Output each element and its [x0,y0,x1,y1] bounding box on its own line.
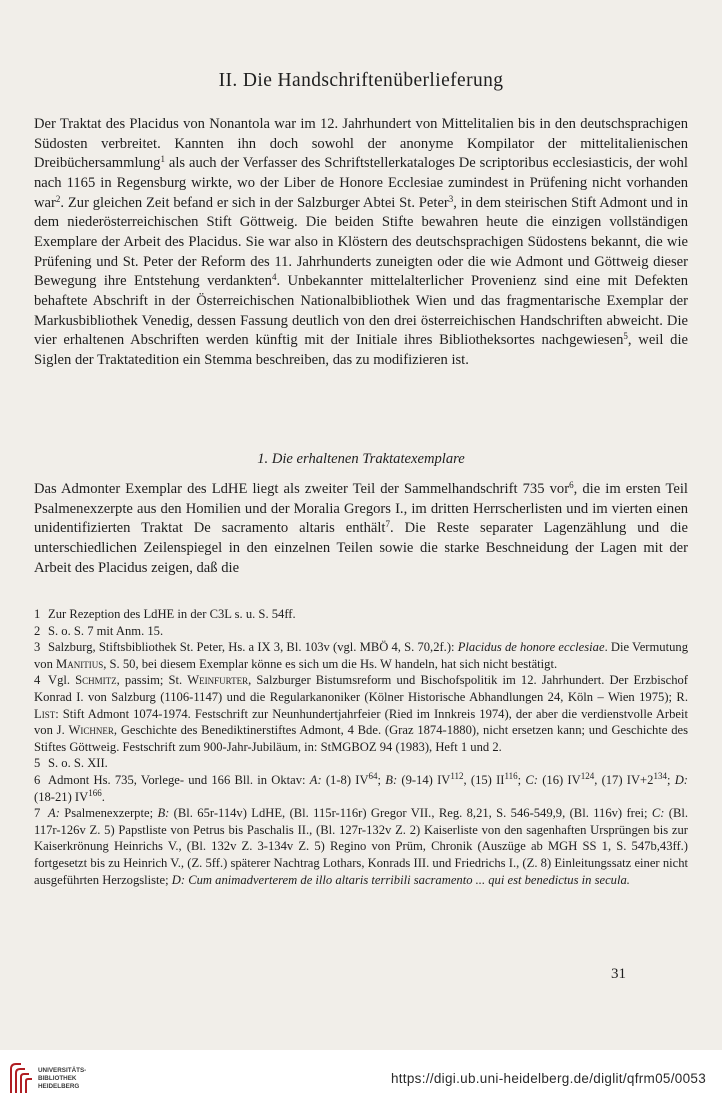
italic-text: C: [651,806,665,821]
text-run: , (17) IV+2 [594,772,654,787]
footnote-reference[interactable]: 7 [385,519,390,530]
italic-text: D: Cum animadverterem de illo altaris terribili sacramento ... qui est benedictus in secula. [171,872,630,887]
text-run: (Bl. 65r-114v) LdHE, (Bl. 115r-116r) Gregor VII., Reg. 8,21, S. 546-549,9, (Bl. 116v) frei; [169,806,652,821]
text-run: ; [377,772,386,787]
text-run: . [101,789,105,804]
library-logo[interactable] [8,1058,98,1098]
text-run: , in dem steirischen Stift Admont und in dem niederösterreichischen Stift Göttweig. Die beiden Stifte bewahren heute die einzigen vollständigen Exemplare der Arbeit des Placidus. Sie war also in Klöstern des deutschsprachigen Südostens bekannt, die wie Prüfening und St. Peter der Reform des 11. Jahrhunderts zuneigten oder die wie Admont und Göttweig dieser Bewegung ihre Entstehung verdankten [34,194,688,290]
footnote-reference[interactable]: 5 [623,331,628,342]
italic-text: A: [309,772,322,787]
page-number: 31 [611,966,626,982]
footnote-reference[interactable]: 1 [160,154,165,165]
text-run: , weil die Siglen der Traktatedition ein Stemma beschreiben, das zu modifizieren ist. [34,332,688,368]
footnote-reference[interactable]: 4 [271,272,277,283]
footnote-number: 5 [34,756,41,771]
italic-text: A: [48,806,60,821]
author-name: Manitius [56,656,104,671]
text-run: , Salzburger Bistumsreform und Bischofspolitik im 12. Jahrhundert. Der Erzbischof Konrad I. von Salzburg (1106-1147) und die Regularkanoniker (Kölner Historische Abhandlungen 24, Köln – Wien 1975); R. [34,673,688,704]
footnote-4 [34,672,688,755]
text-run: . Zur gleichen Zeit befand er sich in der Salzburger Abtei St. Peter [60,194,449,211]
text-run: ; [666,772,675,787]
italic-text: B: [157,806,170,821]
text-run: S. o. S. 7 mit Anm. 15. [48,623,164,638]
source-url[interactable]: https://digi.ub.uni-heidelberg.de/diglit/qfrm05/0053 [390,1071,706,1086]
text-run: als auch der Verfasser des Schriftstellerkataloges De scriptoribus ecclesiasticis, der wohl nach 1165 in Regensburg wirkte, wo der Liber de Honore Ecclesiae zumindest in Prüfening nicht vorhanden war [34,155,688,211]
text-run: , Geschichte des Benediktinerstiftes Admont, 4 Bde. (Graz 1874-1880), nicht ersetzen kann; und Geschichte des Stiftes Göttweig. Festschrift zum 900-Jahr-Jubiläum, in: StMGBOZ 94 (1983), Heft 1 und 2. [34,723,688,754]
footnote-1 [34,606,688,623]
text-run: , passim; St. [116,673,188,688]
author-name: List [34,706,56,721]
text-run: (18-21) IV [34,789,89,804]
text-run: ; [517,772,526,787]
text-run: , (15) II [463,772,505,787]
body-paragraph-2 [34,480,688,578]
text-run: (16) IV [537,772,581,787]
footnotes-list [34,606,688,888]
text-run: Zur Rezeption des LdHE in der C3L s. u. S. 54ff. [48,607,296,621]
author-name: Wichner [68,723,114,738]
footnote-5 [34,755,688,772]
footnote-reference[interactable]: 112 [450,770,464,781]
author-name: Schmitz [75,673,117,688]
body-paragraph-1 [34,115,688,371]
text-run: . Die Vermutung von [34,640,688,671]
footnote-reference[interactable]: 124 [580,770,595,781]
italic-text: B: [385,772,398,787]
text-run: , S. 50, bei diesem Exemplar könne es sich um die Hs. W handeln, hat sich nicht bestätigt. [103,656,558,671]
footnote-number: 2 [34,623,41,638]
text-run: (Bl. 117r-126v Z. 5) Papstliste von Petrus bis Paschalis II., (Bl. 127r-132v Z. 2) Kaiserliste von den sagenhaften Ursprüngen bis zur Kaiserkrönung Heinrichs V., (Bl. 132v Z. 3-134v Z. 5) Regino von Prüm, Chronik (Auszüge ab MGH SS 1, S. 547b,43ff.) fortgesetzt bis zu Heinrich V., (Z. 5ff.) späterer Nachtrag Lothars, Konrads III. und Friedrichs I., (Z. 8) Einleitungssatz einer nicht ausgeführten Herzogsliste; [34,806,689,887]
footnote-3 [34,639,688,672]
footnote-6 [34,772,688,805]
footnote-reference[interactable]: 166 [88,787,102,798]
italic-text: D: [674,772,688,787]
text-run: . Die Reste separater Lagenzählung und die unterschiedlichen Zeilenspiegel in den einzelnen Teilen sowie die starke Beschneidung der Lagen mit der Arbeit des Placidus zeigen, daß die [34,520,688,576]
text-run: Vgl. [48,673,76,688]
text-run: Der Traktat des Placidus von Nonantola war im 12. Jahrhundert von Mittelitalien bis in den deutschsprachigen Südosten verbreitet. Kannten ihn doch sowohl der anonyme Kompilator der mittelitalienischen Dreibüchersammlung [34,116,688,172]
footnote-2 [34,623,688,640]
text-run: Salzburg, Stiftsbibliothek St. Peter, Hs. a IX 3, Bl. 103v (vgl. MBÖ 4, S. 70,2f.): [48,640,458,655]
footnote-number: 1 [34,607,41,621]
viewer-footer [0,1050,722,1106]
footnote-reference[interactable]: 2 [55,193,61,204]
logo-line-3: HEIDELBERG [38,1082,80,1090]
text-run: (9-14) IV [397,772,451,787]
footnote-reference[interactable]: 116 [504,770,518,781]
text-run: : Stift Admont 1074-1974. Festschrift zur Neunhundertjahrfeier (Ried im Innkreis 1974), der aber die verdienstvolle Arbeit von J. [34,706,688,738]
italic-text: C: [525,772,538,787]
text-run: S. o. S. XII. [48,756,108,771]
footnote-reference[interactable]: 134 [653,770,667,781]
section-subheading: 1. Die erhaltenen Traktatexemplare [257,451,465,467]
library-logo-icon [8,1060,34,1096]
footnote-reference[interactable]: 3 [448,193,454,204]
italic-text: Placidus de honore ecclesiae [457,640,605,655]
footnote-reference[interactable]: 64 [368,770,378,781]
text-run: Admont Hs. 735, Vorlege- und 166 Bll. in Oktav: [48,772,310,787]
author-name: Weinfurter [187,673,249,688]
text-run: . Unbekannter mittelalterlicher Provenienz sind eine mit Defekten behaftete Abschrift in der Österreichischen Nationalbibliothek Wien und das fragmentarische Exemplar der Markusbibliothek Venedig, dessen Fassung deutlich von den drei österreichischen Handschriften abweicht. Die vier erhaltenen Abschriften werden künftig mit der Initiale ihres Bibliotheksortes nachgewiesen [34,273,688,349]
footnote-7 [34,805,688,888]
footnote-reference[interactable]: 6 [569,480,574,490]
footnote-number: 6 [34,772,41,787]
chapter-title: II. Die Handschriftenüberlieferung [218,70,504,91]
text-run: Das Admonter Exemplar des LdHE liegt als zweiter Teil der Sammelhandschrift 735 vor [34,481,570,497]
footnote-number: 3 [34,640,41,655]
footnote-number: 4 [34,673,41,688]
footnote-number: 7 [34,806,41,821]
logo-line-2: BIBLIOTHEK [38,1074,77,1082]
text-run: , die im ersten Teil Psalmenexzerpte aus den Homilien und der Moralia Gregors I., im dritten Herrscherlisten und im vierten einen unidentifizierten Traktat De sacramento altaris enthält [34,481,688,537]
text-run: (1-8) IV [321,772,369,787]
logo-line-1: UNIVERSITÄTS- [38,1067,87,1074]
text-run: Psalmenexzerpte; [59,806,158,821]
